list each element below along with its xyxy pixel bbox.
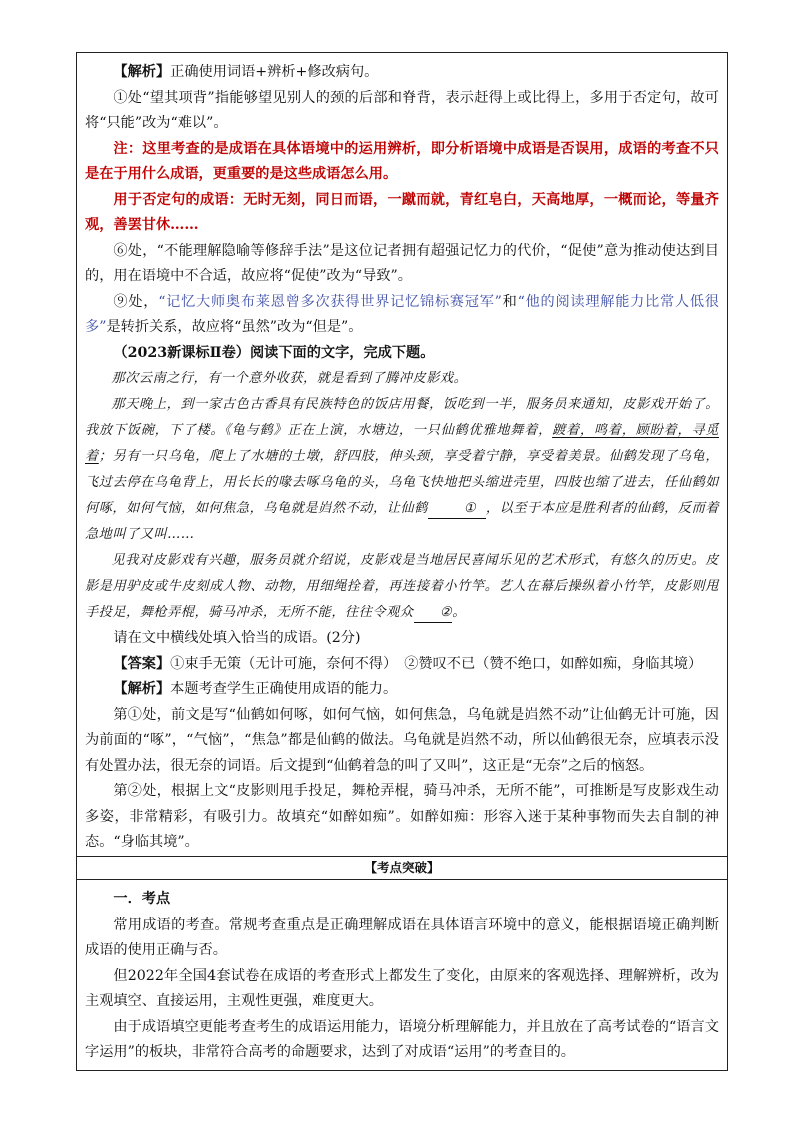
content-table bbox=[76, 52, 728, 1071]
passage-2-part-a: 那天晚上，到一家古色古香具有民族特色的饭店用餐，饭吃到一半，服务员来通知，皮影戏开始了。我放下饭碗，下了楼。《龟与鹤》正在上演，水塘边，一只仙鹤优雅地舞着， bbox=[85, 397, 719, 438]
analysis-2-paragraph bbox=[85, 677, 719, 703]
answer-text: ①束手无策（无计可施，奈何不得） ②赞叹不已（赞不绝口，如醉如痴，身临其境） bbox=[170, 655, 703, 672]
breakthrough-heading: 一．考点 bbox=[113, 891, 171, 907]
item-9-prefix: ⑨处， bbox=[113, 293, 159, 310]
breakthrough-paragraph-1: 常用成语的考查。常规考查重点是正确理解成语在具体语言环境中的意义，能根据语境正确判断成语的使用正确与否。 bbox=[85, 916, 719, 958]
passage-3-part-a: 见我对皮影戏有兴趣，服务员就介绍说，皮影戏是当地居民喜闻乐见的艺术形式，有悠久的历史。皮影是用驴皮或牛皮刻成人物、动物，用细绳拴着，再连接着小竹竿。艺人在幕后操纵着小竹竿，皮影则甩手投足，舞枪弄棍，骑马冲杀，无所不能，往往令观众 bbox=[85, 553, 719, 620]
note-paragraph: 注：这里考查的是成语在具体语境中的运用辨析，即分析语境中成语是否误用，成语的考查不只是在于用什么成语，更重要的是这些成语怎么用。 bbox=[85, 140, 719, 182]
item-9-quote-1: “记忆大师奥布莱恩曾多次获得世界记忆锦标赛冠军” bbox=[158, 293, 502, 310]
negative-idioms-paragraph: 用于否定句的成语：无时无刻，同日而语，一蹴而就，青红皂白，天高地厚，一概而论，等量齐观，善罢甘休…… bbox=[85, 191, 719, 233]
item-9-quote-2: “他的阅读理解能力比常人低很多” bbox=[85, 293, 719, 335]
blank-2: ② bbox=[414, 604, 453, 623]
answer-tag: 【答案】 bbox=[113, 655, 171, 672]
passage-3-end: 。 bbox=[452, 605, 466, 620]
passage-paragraph-1: 那次云南之行，有一个意外收获，就是看到了腾冲皮影戏。 bbox=[111, 371, 468, 386]
item-1-explanation: ①处“望其项背”指能够望见别人的颈的后部和脊背，表示赶得上或比得上，多用于否定句，故可将“只能”改为“难以”。 bbox=[85, 89, 719, 131]
analysis-paragraph bbox=[85, 60, 719, 86]
passage-2-underlined: 踱着，鸣着，顾盼着，寻觅着 bbox=[85, 423, 719, 464]
explain-blank-2: 第②处，根据上文“皮影则甩手投足，舞枪弄棍，骑马冲杀，无所不能”，可推断是写皮影戏生动多姿，非常精彩，有吸引力。故填充“如醉如痴”。如醉如痴：形容入迷于某种事物而失去自制的神态。“身临其境”。 bbox=[85, 783, 719, 850]
exam-title: （2023新课标Ⅱ卷）阅读下面的文字，完成下题。 bbox=[113, 344, 435, 361]
explanation-cell bbox=[77, 53, 727, 857]
section-title: 【考点突破】 bbox=[77, 857, 727, 880]
analysis-2-text: 本题考查学生正确使用成语的能力。 bbox=[170, 681, 398, 697]
breakthrough-cell bbox=[77, 880, 727, 1070]
item-6-explanation: ⑥处，“不能理解隐喻等修辞手法”是这位记者拥有超强记忆力的代价，“促使”意为推动使达到目的，用在语境中不合适，故应将“促使”改为“导致”。 bbox=[85, 242, 719, 284]
passage-paragraph-3 bbox=[85, 548, 719, 626]
blank-1: ① bbox=[428, 500, 486, 519]
analysis-2-tag: 【解析】 bbox=[113, 681, 171, 697]
item-9-explanation bbox=[85, 290, 719, 341]
passage-2-part-c: ，以至于本应是胜利者的仙鹤，反而着急地叫了又叫…… bbox=[85, 501, 720, 542]
analysis-text: 正确使用词语+辨析+修改病句。 bbox=[170, 64, 379, 80]
passage-2-part-b: ；另有一只乌龟，爬上了水塘的土墩，舒四肢，伸头颈，享受着宁静，享受着美景。仙鹤发现了乌龟，飞过去停在乌龟背上，用长长的喙去啄乌龟的头，乌龟飞快地把头缩进壳里，四肢也缩了进去，任仙鹤如何啄，如何气恼，如何焦急，乌龟就是岿然不动，让仙鹤 bbox=[85, 449, 720, 516]
item-9-conj: 和 bbox=[501, 293, 518, 310]
breakthrough-paragraph-3: 由于成语填空更能考查考生的成语运用能力，语境分析理解能力，并且放在了高考试卷的“语言文字运用”的板块，非常符合高考的命题要求，达到了对成语“运用”的考查目的。 bbox=[85, 1018, 719, 1060]
passage-paragraph-2 bbox=[85, 392, 719, 548]
explain-blank-1: 第①处，前文是写“仙鹤如何啄，如何气恼，如何焦急，乌龟就是岿然不动”让仙鹤无计可施，因为前面的“啄”，“气恼”，“焦急”都是仙鹤的做法。乌龟就是岿然不动，所以仙鹤很无奈，应填表示没有处置办法，很无奈的词语。后文提到“仙鹤着急的叫了又叫”，这正是“无奈”之后的恼怒。 bbox=[85, 706, 719, 774]
breakthrough-paragraph-2: 但2022年全国4套试卷在成语的考查形式上都发生了变化，由原来的客观选择、理解辨析，改为主观填空、直接运用，主观性更强，难度更大。 bbox=[85, 967, 719, 1009]
item-9-suffix: 是转折关系，故应将“虽然”改为“但是”。 bbox=[106, 319, 363, 335]
answer-paragraph bbox=[85, 652, 719, 678]
analysis-tag: 【解析】 bbox=[113, 64, 171, 80]
question-text: 请在文中横线处填入恰当的成语。(2分) bbox=[113, 630, 361, 646]
